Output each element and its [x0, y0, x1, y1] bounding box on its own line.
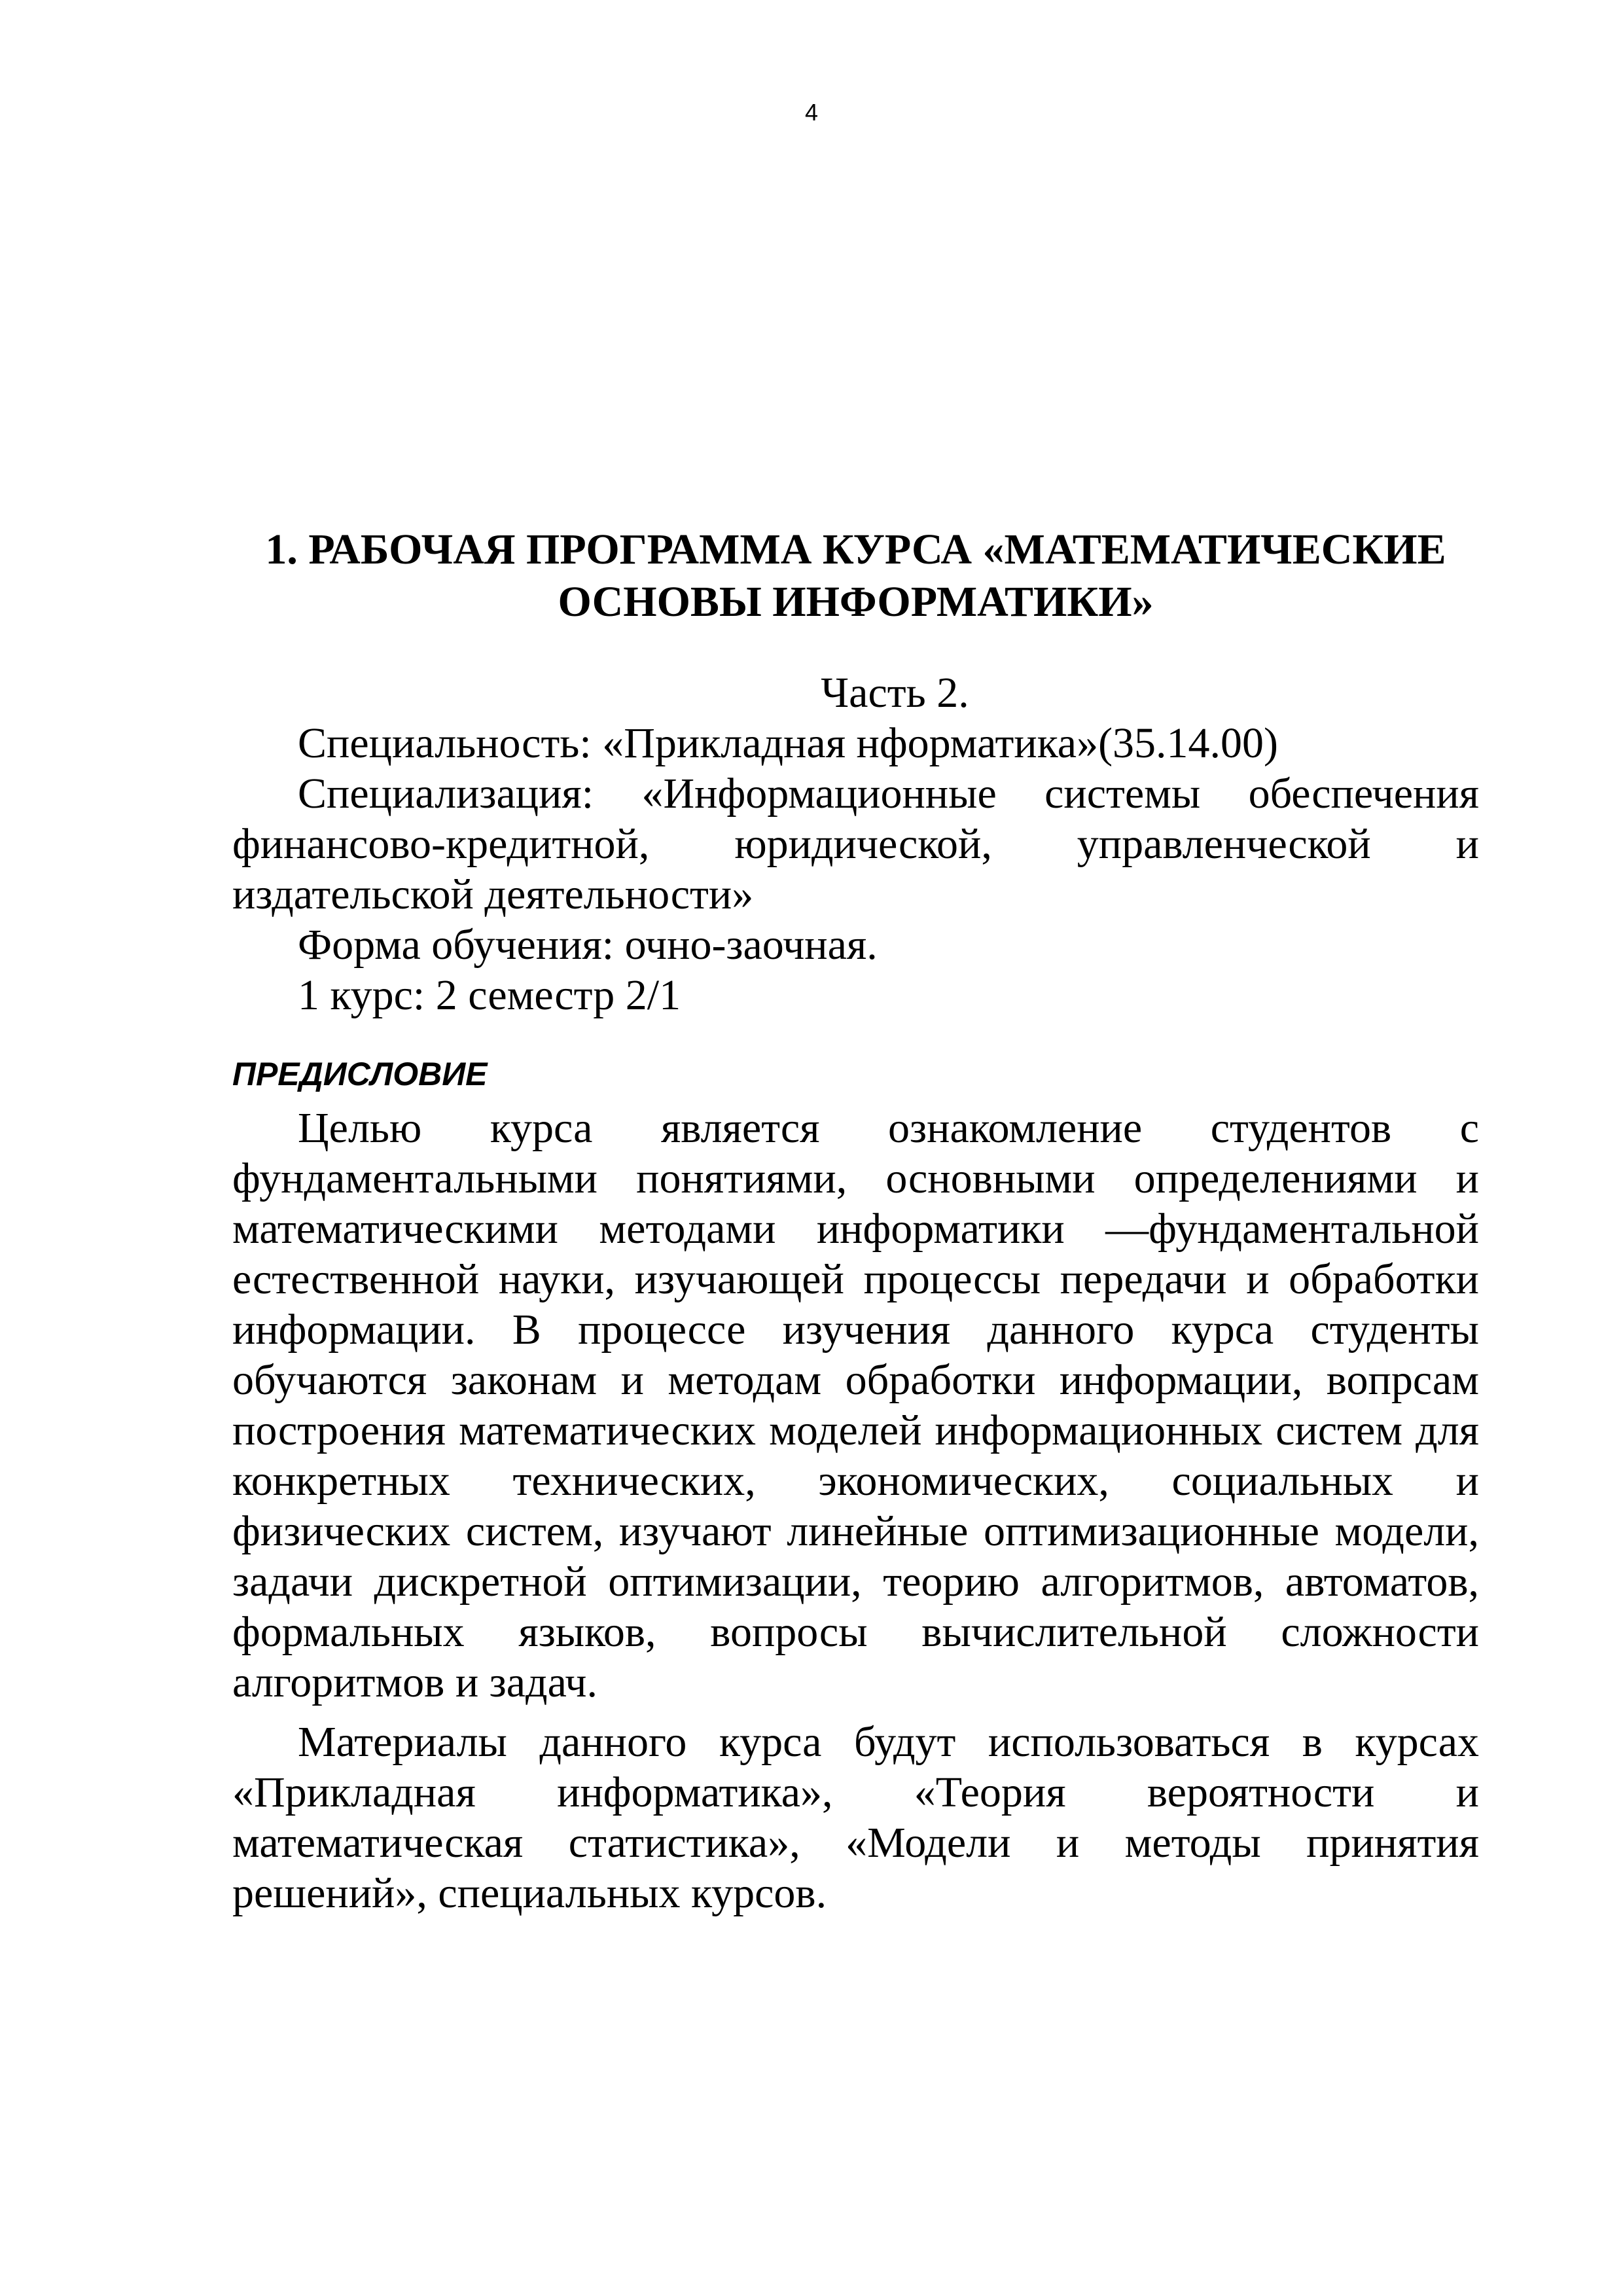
section-title-line-1: 1. РАБОЧАЯ ПРОГРАММА КУРСА «МАТЕМАТИЧЕСКИЕ	[265, 526, 1446, 573]
specialty-line: Специальность: «Прикладная нформатика»(35.14.00)	[298, 719, 1279, 767]
section-title-line-2: ОСНОВЫ ИНФОРМАТИКИ»	[558, 578, 1154, 626]
document-body	[232, 524, 1479, 1918]
course-line: 1 курс: 2 семестр 2/1	[298, 971, 681, 1019]
page-number: 4	[804, 99, 819, 126]
part-label: Часть 2.	[821, 669, 969, 717]
preface-paragraph-1: Целью курса является ознакомление студентов с фундаментальными понятиями, основными определениями и математическими методами информатики —фундаментальной естественной науки, изучающей процессы передачи и обработки информации. В процессе изучения данного курса студенты обучаются законам и методам обработки информации, вопрсам построения математических моделей информационных систем для конкретных технических, экономических, социальных и физических систем, изучают линейные оптимизационные модели, задачи дискретной оптимизации, теорию алгоритмов, автоматов, формальных языков, вопросы вычислительной сложности алгоритмов и задач.	[232, 1104, 1479, 1706]
study-form-line: Форма обучения: очно-заочная.	[298, 921, 878, 969]
specialization-line: Специализация: «Информационные системы обеспечения финансово-кредитной, юридической, управленческой и издательской деятельности»	[232, 770, 1479, 918]
section-title	[232, 524, 1479, 628]
preface-heading: ПРЕДИСЛОВИЕ	[232, 1056, 488, 1092]
preface-paragraph-2: Материалы данного курса будут использоваться в курсах «Прикладная информатика», «Теория вероятности и математическая статистика», «Модели и методы принятия решений», специальных курсов.	[232, 1718, 1479, 1917]
